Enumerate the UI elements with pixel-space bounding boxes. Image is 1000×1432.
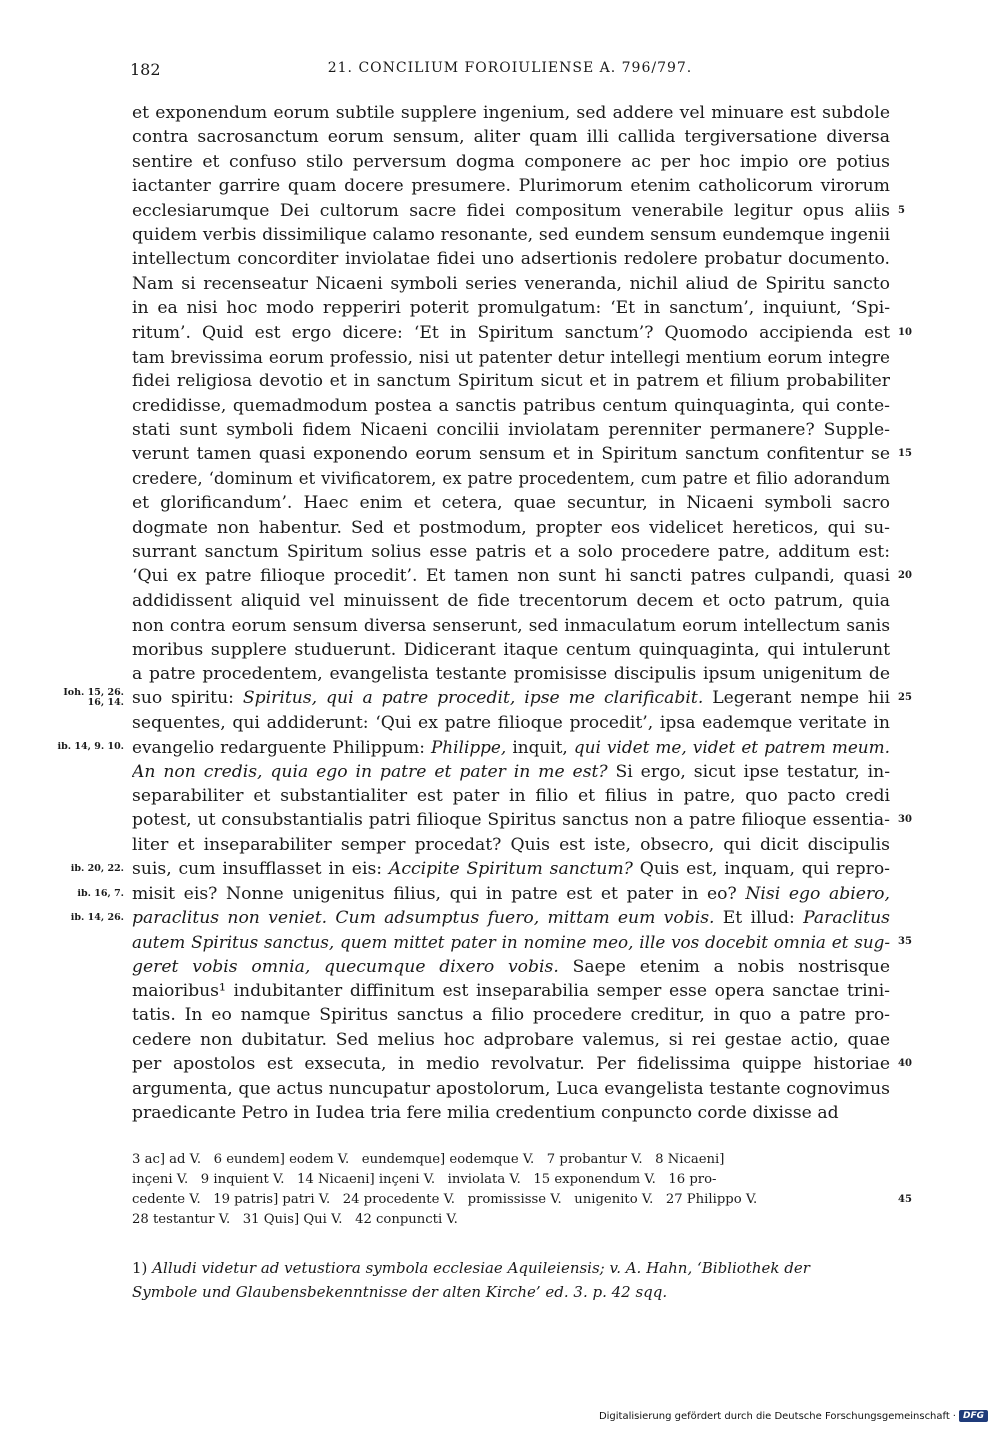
text-line [132,125,890,149]
text-span: cedere non dubitatur. Sed melius hoc adprobare valemus, si rei gestae actio, quae [132,1029,890,1050]
apparatus-line [132,1170,890,1190]
dfg-logo-icon: DFG [959,1410,988,1422]
text-span: Legerant nempe hii [703,688,890,709]
line-text [132,589,890,613]
line-text [132,418,890,442]
text-span: dogmate non habentur. Sed et postmodum, propter eos videlicet hereticos, qui su- [132,517,890,538]
footnote-line [132,1256,890,1280]
text-span: suis, cum insufflasset in eis: [132,859,389,880]
critical-apparatus [132,1150,912,1230]
text-span: suo spiritu: [132,688,243,709]
text-line [132,638,890,662]
line-text [132,296,890,320]
text-span: et exponendum eorum subtile supplere ingenium, sed addere vel minuare est subdole [132,103,890,123]
text-line [132,345,890,369]
line-number: 5 [898,204,905,216]
text-line [132,711,890,735]
text-line [70,906,890,930]
text-line [132,930,912,954]
text-span: Et illud: [714,907,804,928]
text-line [132,1003,890,1027]
scripture-reference: ib. 14, 9. 10. [57,741,124,753]
text-line [132,418,890,442]
footnote-line: Symbole und Glaubensbekenntnisse der alten Kirche’ ed. 3. p. 42 sqq. [132,1283,668,1301]
italic-quote: qui videt me, videt et patrem meum. [573,737,890,758]
text-span: quidem verbis dissimilique calamo resonante, sed eundem sensum eundemque ingenii [132,224,890,245]
text-line [132,321,912,345]
line-number: 20 [898,570,912,582]
scripture-reference: ib. 16, 7. [77,887,124,899]
text-line [132,491,890,515]
line-text [132,564,890,588]
text-line [57,735,890,759]
text-line [132,613,890,637]
text-span: iactanter garrire quam docere presumere. Plurimorum etenim catholicorum virorum [132,176,890,197]
line-text [132,735,890,759]
text-line [132,223,890,247]
text-span: sequentes, qui addiderunt: ‘Qui ex patre filioque procedit’, ipsa eademque veritate in [132,712,890,733]
line-text [132,930,890,954]
line-text [132,662,890,686]
text-line [132,760,890,784]
line-number: 40 [898,1058,912,1070]
line-text [132,638,890,662]
text-line [132,784,890,808]
text-line [132,1028,890,1052]
line-text [132,101,890,125]
text-line [132,174,890,198]
digitization-credit: Digitalisierung gefördert durch die Deutsche Forschungsgemeinschaft · DFG [599,1410,988,1422]
italic-quote: autem Spiritus sanctus, quem mittet pater in nomine meo, ille vos docebit omnia et sug- [132,932,890,953]
apparatus-line [132,1150,890,1170]
text-span: intellectum concorditer inviolatae fidei uno adsertionis redolere probatur documento. [132,249,890,270]
text-span: ecclesiarumque Dei cultorum sacre fidei compositum venerabile legitur opus aliis [132,200,890,221]
apparatus-text: cedente V. 19 patris] patri V. 24 procedente V. promississe V. unigenito V. 27 Philippo V. [132,1192,758,1207]
line-text [132,247,890,271]
digitization-text: Digitalisierung gefördert durch die Deutsche Forschungsgemeinschaft [598,1410,950,1422]
apparatus-text: inçeni V. 9 inquient V. 14 Nicaeni] inçeni V. inviolata V. 15 exponendum V. 16 pro- [132,1172,717,1187]
line-text [132,906,890,930]
text-span: moribus supplere studuerunt. Didicerant itaque centum quinquaginta, qui intulerunt [132,639,890,660]
text-span: ritum’. Quid est ergo dicere: ‘Et in Spiritum sanctum’? Quomodo accipienda est [132,322,890,343]
italic-quote: Paraclitus [803,907,890,928]
text-span: separabiliter et substantialiter est pater in filio et filius in patre, quo pacto credi [132,785,890,806]
line-text [132,394,890,418]
scripture-reference: Ioh. 15, 26. 16, 14. [63,687,124,709]
text-line [132,662,890,686]
text-line [132,394,890,418]
text-line [63,686,912,710]
text-span: credere, ‘dominum et vivificatorem, ex patre procedentem, cum patre et filio adorandum [132,468,890,488]
text-span: potest, ut consubstantialis patri filioque Spiritus sanctus non a patre filioque essentia- [132,810,890,831]
line-number: 35 [898,936,912,948]
line-text [132,1052,890,1076]
line-text [132,321,890,345]
italic-quote: geret vobis omnia, quecumque dixero vobis. [132,956,559,977]
page-number: 182 [130,60,161,79]
italic-quote: Philippe, [430,737,507,758]
text-line [132,442,912,466]
text-line [132,808,912,832]
line-text [132,833,890,857]
line-text [132,613,890,637]
line-text [132,540,890,564]
line-text [132,784,890,808]
italic-quote: Accipite Spiritum sanctum? [388,859,633,880]
line-text [132,955,890,979]
text-line [132,369,890,393]
scripture-reference: ib. 20, 22. [70,863,124,875]
text-span: fidei religiosa devotio et in sanctum Spiritum sicut et in patrem et filium probabiliter [132,371,890,392]
footnote-text: Alludi videtur ad vetustiora symbola ecclesiae Aquileiensis; v. A. Hahn, ‘Bibliothek der [152,1259,810,1277]
text-span: argumenta, que actus nuncupatur apostolorum, Luca evangelista testante cognovimus [132,1078,890,1099]
italic-quote: An non credis, quia ego in patre et pater in me est? [132,761,608,782]
text-line [132,150,890,174]
text-line [132,272,890,296]
scripture-reference: ib. 14, 26. [70,911,124,923]
text-line [77,882,890,906]
line-text [132,1077,890,1101]
line-text [132,150,890,174]
text-span: Si ergo, sicut ipse testatur, in- [607,761,890,782]
text-line [132,1077,890,1101]
text-span: in ea nisi hoc modo repperiri poterit promulgatum: ‘Et in sanctum’, inquiunt, ‘Spi- [132,298,890,319]
text-span: tam brevissima eorum professio, nisi ut patenter detur intellegi mentium eorum integre [132,346,890,367]
text-span: surrant sanctum Spiritum solius esse patris et a solo procedere patre, additum est: [132,542,890,563]
apparatus-line [132,1210,890,1230]
italic-quote: Spiritus, qui a patre procedit, ipse me clarificabit. [242,688,704,709]
text-line [132,1052,912,1076]
line-text [132,711,890,735]
line-number: 30 [898,814,912,826]
text-span: et glorificandum’. Haec enim et cetera, quae secuntur, in Nicaeni symboli sacro [132,493,890,514]
text-span: misit eis? Nonne unigenitus filius, qui in patre est et pater in eo? [132,883,746,904]
line-text [132,857,890,881]
line-text [132,491,890,515]
footnote-marker: 1) [132,1259,148,1277]
text-span: verunt tamen quasi exponendo eorum sensum et in Spiritum sanctum confitentur se [132,444,890,465]
text-span: tatis. In eo namque Spiritus sanctus a filio procedere creditur, in quo a patre pro- [132,1005,890,1026]
running-head: 21. CONCILIUM FOROIULIENSE A. 796/797. [327,60,693,76]
line-number: 25 [898,692,912,704]
text-span: stati sunt symboli fidem Nicaeni concilii inviolatam perenniter permanere? Supple- [132,420,890,441]
line-text [132,467,890,491]
line-number: 45 [898,1194,912,1205]
text-line [132,467,890,491]
line-text [132,345,890,369]
line-text [132,686,890,710]
page-header [130,60,890,84]
text-line [132,955,890,979]
text-span: sentire et confuso stilo perversum dogma componere ac per hoc impio ore potius [132,151,890,172]
text-line [70,857,890,881]
line-text [132,1028,890,1052]
footnote [132,1256,890,1304]
line-text [132,516,890,540]
line-number: 10 [898,326,912,338]
text-span: credidisse, quemadmodum postea a sanctis patribus centum quinquaginta, qui conte- [132,395,890,416]
text-span: Saepe etenim a nobis nostrisque [558,956,890,977]
line-text [132,882,890,906]
text-line [132,101,890,125]
text-span: evangelio redarguente Philippum: [132,737,431,758]
apparatus-text: 28 testantur V. 31 Quis] Qui V. 42 conpuncti V. [132,1212,458,1227]
line-text [132,272,890,296]
text-line [132,247,890,271]
text-span: ‘Qui ex patre filioque procedit’. Et tamen non sunt hi sancti patres culpandi, quasi [132,566,890,587]
line-text [132,199,890,223]
text-line [132,540,890,564]
text-span: non contra eorum sensum diversa senserunt, sed inmaculatum eorum intellectum sanis [132,615,890,636]
apparatus-line [132,1190,912,1210]
line-text [132,1003,890,1027]
text-span: praedicante Petro in Iudea tria fere milia credentium conpuncto corde dixisse ad [132,1103,839,1124]
text-span: Quis est, inquam, qui repro- [632,859,890,880]
text-span: contra sacrosanctum eorum sensum, aliter quam illi callida tergiversatione diversa [132,127,890,148]
line-text [132,223,890,247]
text-line [132,516,890,540]
line-text [132,174,890,198]
line-text [132,808,890,832]
text-line [132,979,890,1003]
line-text [132,442,890,466]
text-span: maioribus¹ indubitanter diffinitum est inseparabilia semper esse opera sanctae trini- [132,981,890,1002]
main-text [57,101,912,1125]
text-span: a patre procedentem, evangelista testante promisisse discipulis ipsum unigenitum de [132,663,890,684]
text-span: addidissent aliquid vel minuissent de fide trecentorum decem et octo patrum, quia [132,590,890,611]
text-span: liter et inseparabiliter semper procedat? Quis est iste, obsecro, qui dicit discipulis [132,834,890,855]
italic-quote: Nisi ego abiero, [745,883,890,904]
text-line [132,833,890,857]
apparatus-text: 3 ac] ad V. 6 eundem] eodem V. eundemque] eodemque V. 7 probantur V. 8 Nicaeni] [132,1152,725,1167]
text-span: per apostolos est exsecuta, in medio revolvatur. Per fidelissima quippe historiae [132,1054,890,1075]
line-text [132,760,890,784]
text-line [132,199,905,223]
text-line [132,296,890,320]
line-text [132,1101,890,1125]
text-span: inquit, [506,737,574,758]
line-text [132,125,890,149]
line-text [132,979,890,1003]
text-span: Nam si recenseatur Nicaeni symboli series veneranda, nichil aliud de Spiritu sancto [132,273,890,294]
text-line [132,1101,890,1125]
text-line [132,564,912,588]
text-line [132,589,890,613]
line-number: 15 [898,448,912,460]
italic-quote: paraclitus non veniet. Cum adsumptus fuero, mittam eum vobis. [132,907,715,928]
line-text [132,369,890,393]
